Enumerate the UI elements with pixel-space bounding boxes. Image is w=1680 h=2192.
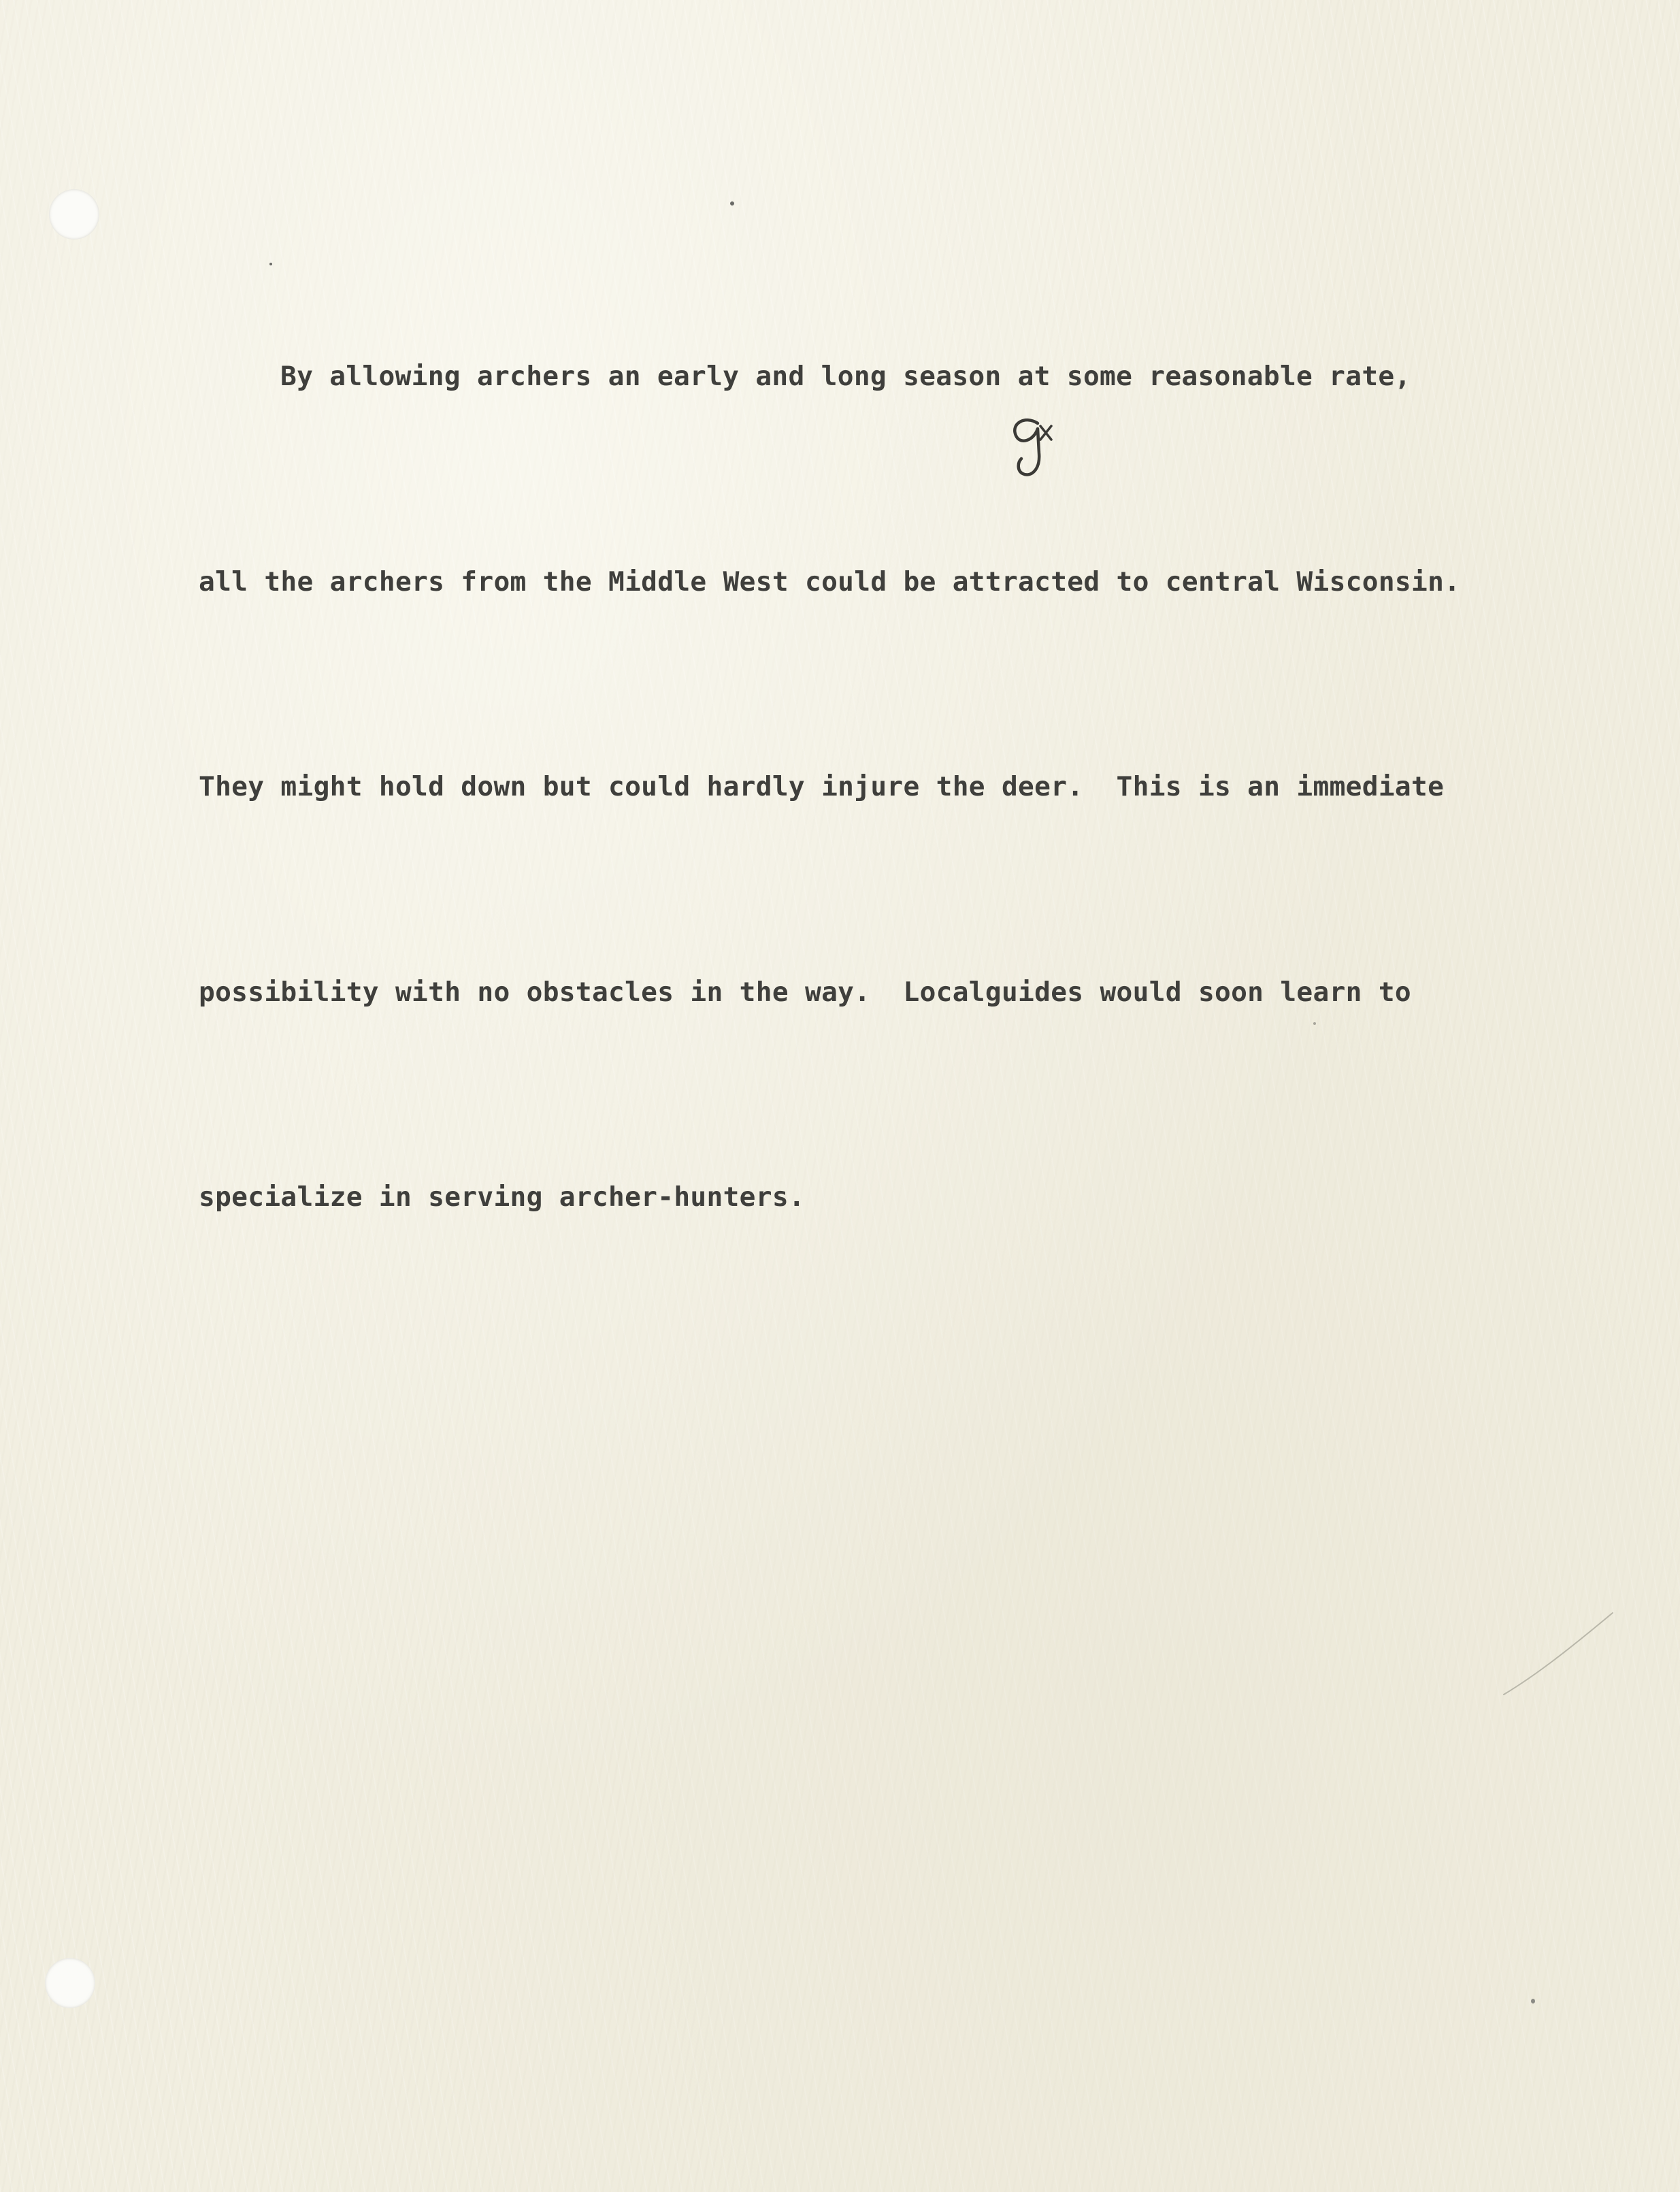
- punch-hole-top: [49, 189, 99, 240]
- pencil-stroke: [1497, 1606, 1619, 1701]
- ink-speck: [730, 201, 734, 206]
- paragraph-line-2: all the archers from the Middle West could be attracted to central Wisconsin.: [199, 566, 1461, 598]
- paragraph-line-3: They might hold down but could hardly injure the deer. This is an immediate: [199, 771, 1445, 802]
- paragraph-line-1: By allowing archers an early and long season at some reasonable rate,: [280, 361, 1411, 392]
- paragraph-line-5: specialize in serving archer-hunters.: [199, 1181, 805, 1213]
- ink-speck: [269, 263, 272, 265]
- typewritten-paragraph: [199, 206, 1546, 1369]
- ink-speck: [1531, 1999, 1535, 2003]
- punch-hole-bottom: [45, 1958, 95, 2008]
- ink-speck: [1313, 1022, 1316, 1025]
- paragraph-line-4: possibility with no obstacles in the way. Localguides would soon learn to: [199, 976, 1411, 1008]
